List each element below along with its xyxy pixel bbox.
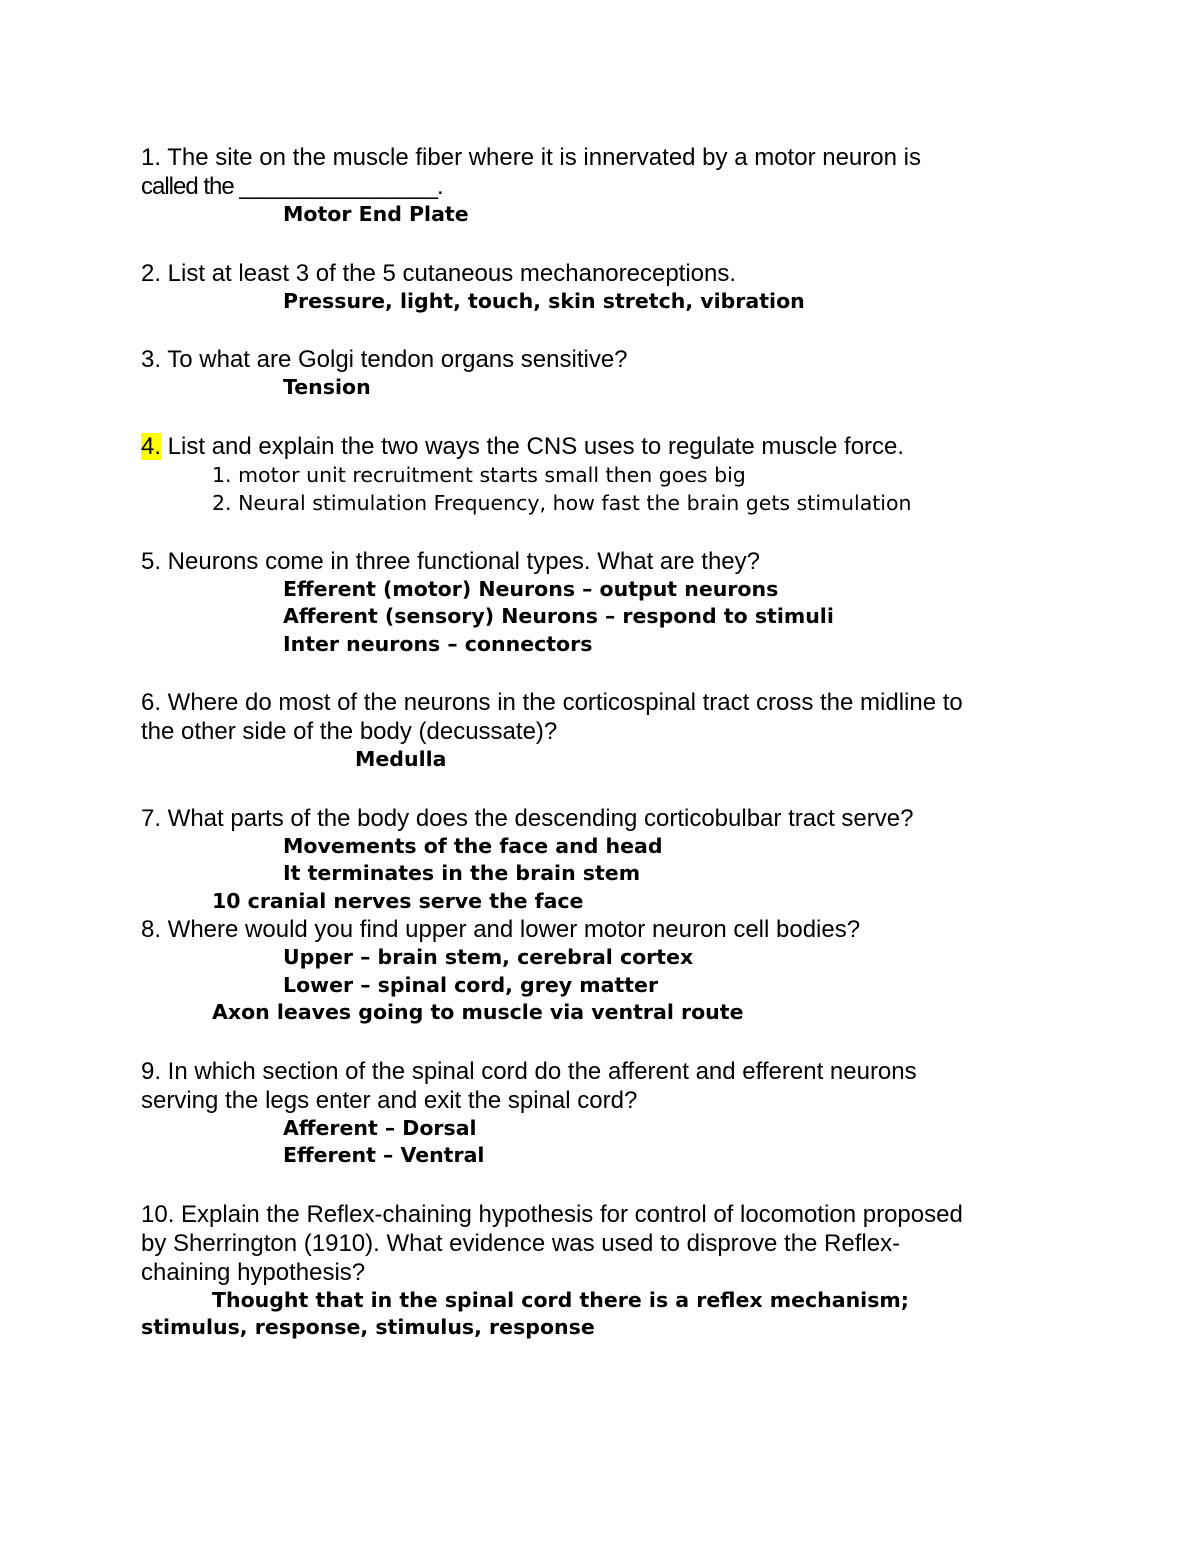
answer-5-item-1: Efferent (motor) Neurons – output neurons bbox=[283, 576, 779, 601]
spacer bbox=[141, 229, 1101, 259]
answer-2: Pressure, light, touch, skin stretch, vibration bbox=[283, 288, 805, 313]
question-9-line-2: serving the legs enter and exit the spinal cord? bbox=[141, 1086, 638, 1114]
spacer bbox=[141, 1027, 1101, 1057]
answer-10-line-1: Thought that in the spinal cord there is a reflex mechanism; bbox=[212, 1287, 909, 1312]
question-1-line-2: called the ________________. bbox=[141, 173, 443, 200]
question-7: 7. What parts of the body does the descending corticobulbar tract serve? bbox=[141, 804, 914, 832]
question-10-line-1: 10. Explain the Reflex-chaining hypothesis for control of locomotion proposed bbox=[141, 1200, 963, 1228]
question-4-number-highlight: 4. bbox=[141, 432, 162, 460]
question-list bbox=[141, 143, 1101, 1342]
spacer bbox=[141, 402, 1101, 432]
question-6-line-2: the other side of the body (decussate)? bbox=[141, 718, 558, 745]
question-1-line-1: 1. The site on the muscle fiber where it is innervated by a motor neuron is bbox=[141, 144, 921, 171]
answer-7-item-2: It terminates in the brain stem bbox=[283, 861, 641, 885]
answer-4-point-2: 2. Neural stimulation Frequency, how fast the brain gets stimulation bbox=[212, 490, 912, 515]
question-4-text: List and explain the two ways the CNS uses to regulate muscle force. bbox=[161, 432, 905, 460]
answer-1: Motor End Plate bbox=[283, 202, 469, 226]
answer-6: Medulla bbox=[355, 747, 447, 771]
answer-8-item-1: Upper – brain stem, cerebral cortex bbox=[283, 945, 694, 969]
answer-8-item-2: Lower – spinal cord, grey matter bbox=[283, 972, 659, 997]
question-5: 5. Neurons come in three functional types. What are they? bbox=[141, 547, 760, 575]
answer-3: Tension bbox=[283, 375, 371, 399]
question-4 bbox=[141, 432, 1101, 461]
question-3: 3. To what are Golgi tendon organs sensitive? bbox=[141, 346, 628, 373]
spacer bbox=[141, 517, 1101, 547]
question-10-line-3: chaining hypothesis? bbox=[141, 1258, 366, 1286]
question-10-line-2: by Sherrington (1910). What evidence was used to disprove the Reflex- bbox=[141, 1229, 901, 1257]
question-8: 8. Where would you find upper and lower motor neuron cell bodies? bbox=[141, 916, 861, 943]
spacer bbox=[141, 315, 1101, 345]
answer-5-item-3: Inter neurons – connectors bbox=[283, 631, 593, 656]
answer-5-item-2: Afferent (sensory) Neurons – respond to stimuli bbox=[283, 604, 834, 628]
spacer bbox=[141, 1170, 1101, 1200]
answer-7-extra: 10 cranial nerves serve the face bbox=[212, 888, 584, 913]
answer-9-item-2: Efferent – Ventral bbox=[283, 1143, 485, 1167]
spacer bbox=[141, 774, 1101, 804]
answer-8-extra: Axon leaves going to muscle via ventral route bbox=[212, 1000, 744, 1024]
answer-4-point-1: 1. motor unit recruitment starts small then goes big bbox=[212, 462, 746, 487]
question-6-line-1: 6. Where do most of the neurons in the corticospinal tract cross the midline to bbox=[141, 689, 963, 716]
spacer bbox=[141, 658, 1101, 688]
answer-10-line-2: stimulus, response, stimulus, response bbox=[141, 1315, 595, 1339]
answer-9-item-1: Afferent – Dorsal bbox=[283, 1115, 477, 1140]
question-2: 2. List at least 3 of the 5 cutaneous mechanoreceptions. bbox=[141, 259, 737, 287]
answer-7-item-1: Movements of the face and head bbox=[283, 833, 663, 858]
question-9-line-1: 9. In which section of the spinal cord do the afferent and efferent neurons bbox=[141, 1057, 917, 1085]
